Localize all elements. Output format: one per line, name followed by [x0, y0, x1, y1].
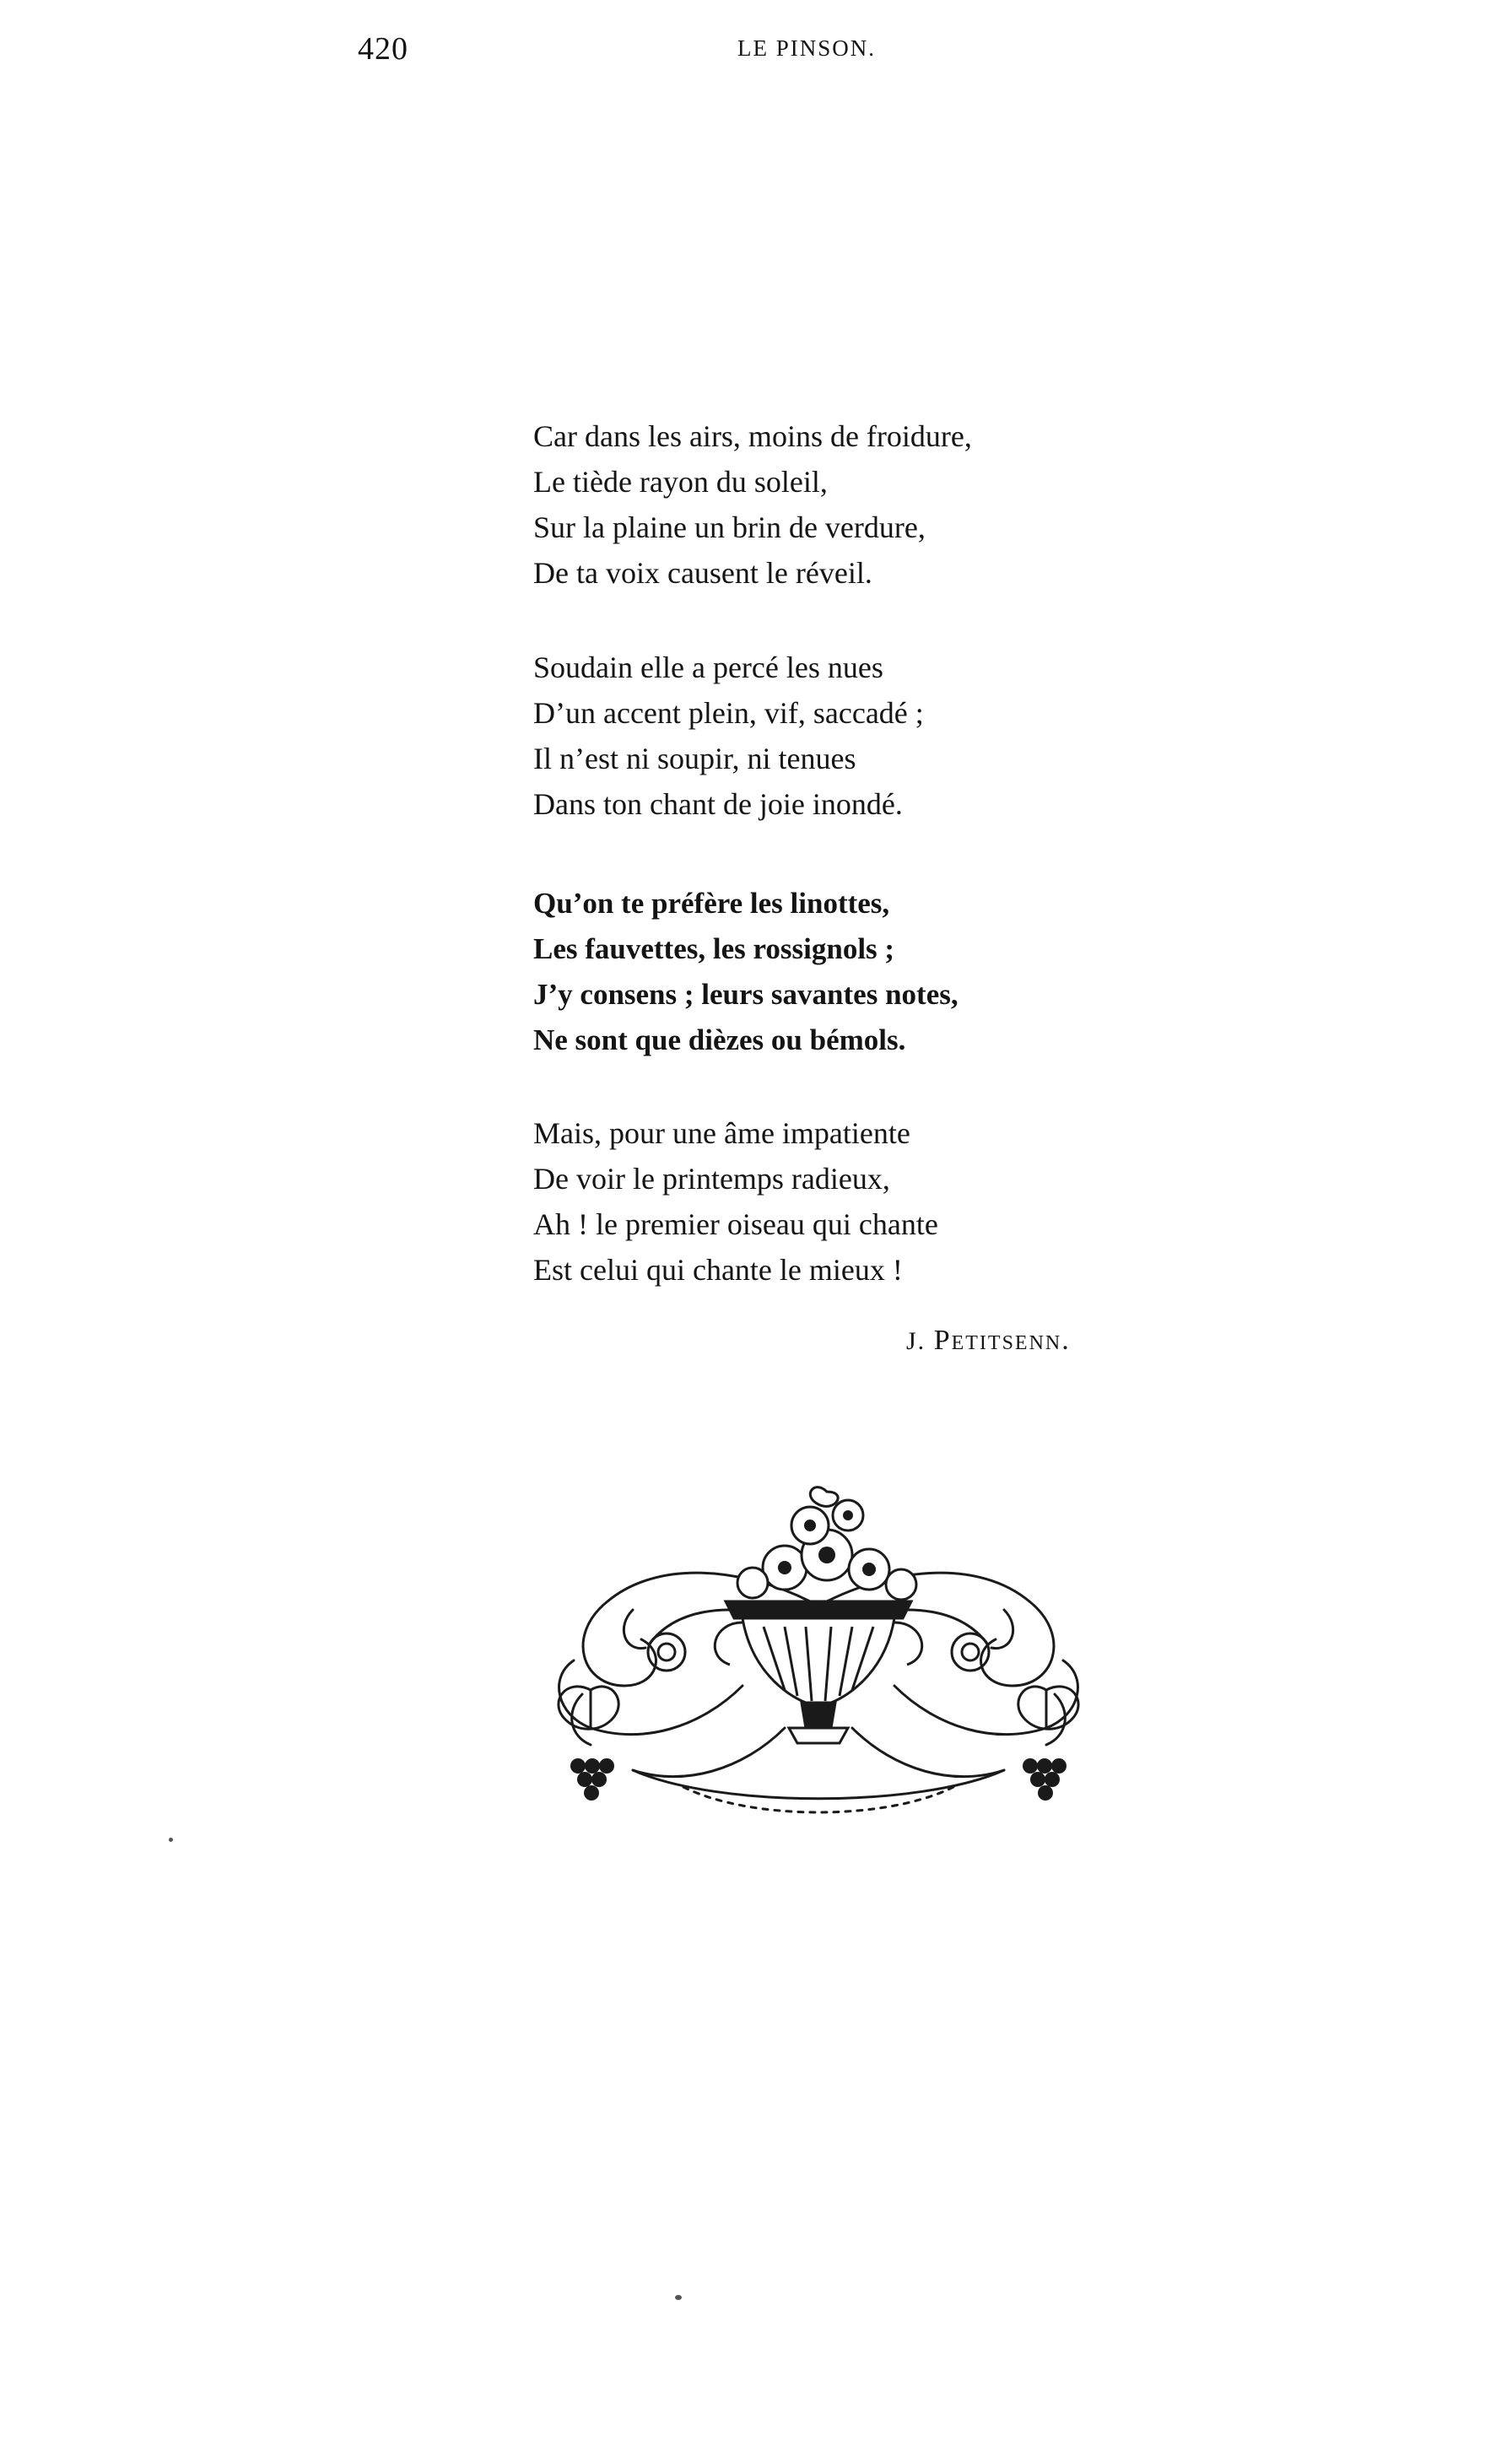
verse-line: D’un accent plein, vif, saccadé ;: [533, 696, 924, 730]
author-name: Petitsenn.: [933, 1325, 1071, 1356]
vase-of-flowers-vignette-icon: [532, 1475, 1105, 1829]
stanza-3: [533, 881, 958, 1063]
verse-line: Car dans les airs, moins de froidure,: [533, 419, 972, 453]
scan-speck: [675, 2295, 682, 2300]
verse-line: Soudain elle a percé les nues: [533, 651, 883, 684]
stanza-4: [533, 1110, 938, 1293]
verse-line: Les fauvettes, les rossignols ;: [533, 932, 895, 965]
verse-line: J’y consens ; leurs savantes notes,: [533, 978, 958, 1011]
verse-line: Qu’on te préfère les linottes,: [533, 887, 890, 920]
verse-line: Il n’est ni soupir, ni tenues: [533, 742, 856, 775]
running-head: LE PINSON.: [737, 35, 877, 61]
verse-line: Dans ton chant de joie inondé.: [533, 787, 903, 821]
author-initial: J.: [906, 1327, 926, 1355]
verse-line: Le tiède rayon du soleil,: [533, 465, 828, 499]
page-number: 420: [358, 31, 408, 67]
verse-line: Sur la plaine un brin de verdure,: [533, 510, 926, 544]
scan-speck: [169, 1838, 173, 1842]
verse-line: De ta voix causent le réveil.: [533, 556, 872, 590]
author-signature: [906, 1325, 1071, 1357]
verse-line: Mais, pour une âme impatiente: [533, 1116, 910, 1150]
verse-line: De voir le printemps radieux,: [533, 1162, 890, 1196]
verse-line: Ah ! le premier oiseau qui chante: [533, 1207, 938, 1241]
verse-line: Ne sont que dièzes ou bémols.: [533, 1023, 906, 1056]
verse-line: Est celui qui chante le mieux !: [533, 1253, 903, 1287]
stanza-1: [533, 413, 972, 596]
stanza-2: [533, 645, 924, 827]
